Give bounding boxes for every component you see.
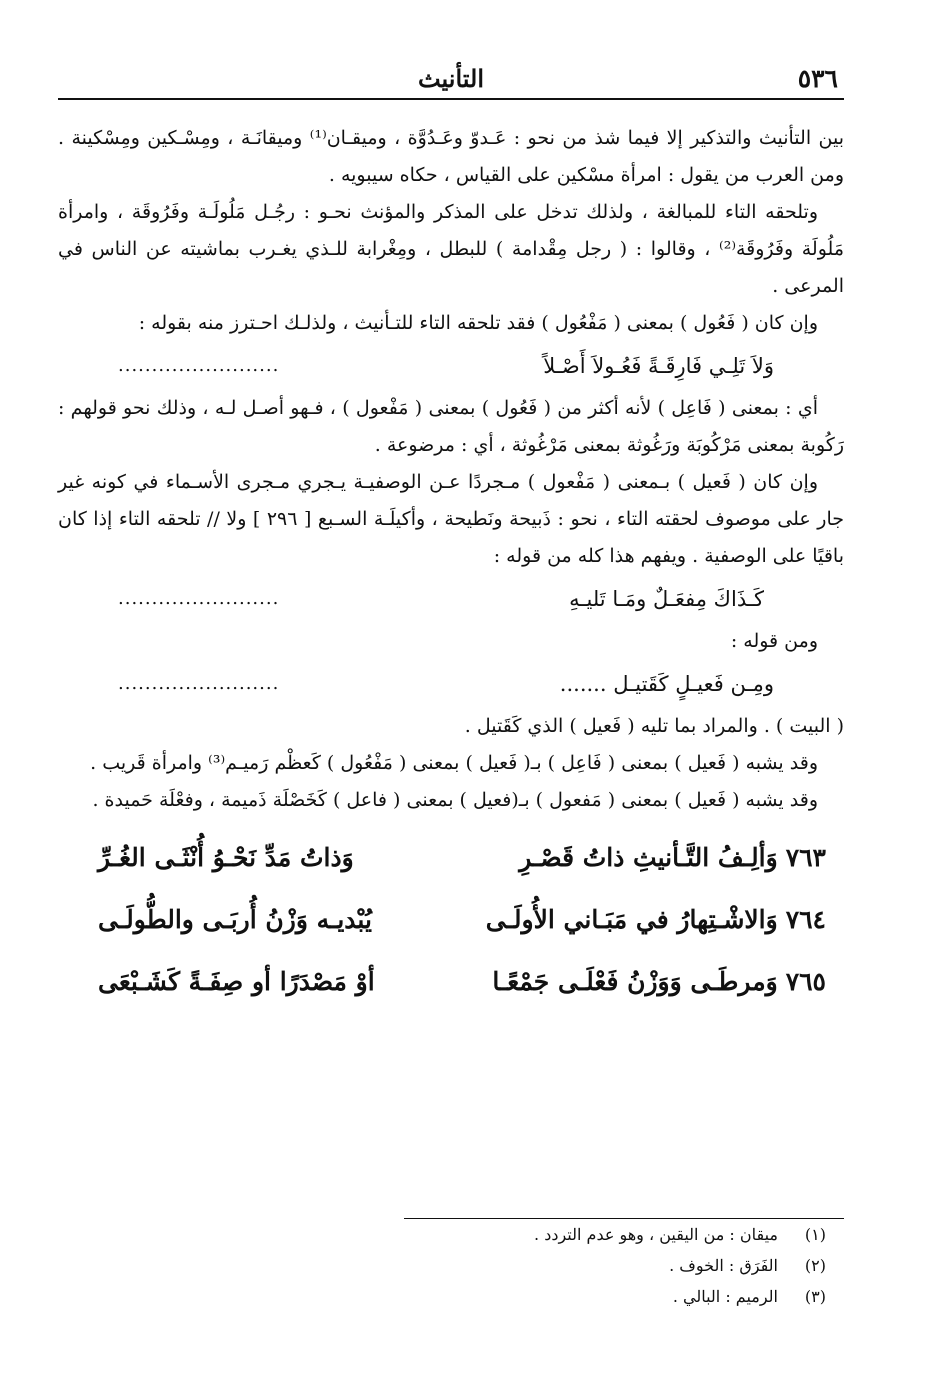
verse-quote-2 bbox=[58, 575, 844, 623]
footnote-text: ميقان : من اليقين ، وهو عدم التردد . bbox=[534, 1225, 778, 1244]
footnote-text: الفَرَق : الخوف . bbox=[669, 1256, 778, 1275]
poem-first-hemistich bbox=[492, 951, 826, 1013]
paragraph-3: وإن كان ( فَعُول ) بمعنى ( مَفْعُول ) فقد تلحقه التاء للتـأنيث ، ولذلـك احـترز منه بقوله : bbox=[138, 312, 818, 334]
footnote-1 bbox=[58, 1219, 844, 1250]
poem-row-763 bbox=[58, 827, 844, 889]
paragraph-8: وقد يشبه ( فَعيل ) بمعنى ( فَاعِل ) بـ( فَعيل ) بمعنى ( مَفْعُول ) كَعظْم رَميـم⁽³⁾ وامرأة قَريب . bbox=[90, 752, 818, 774]
page-header bbox=[58, 58, 844, 100]
hemistich-text: وَألِـفُ التَّـأنيثِ ذاتُ قَصْـرِ bbox=[519, 843, 778, 872]
hemistich-text: وَالاشْـتِهارُ في مَبَـاني الأُولَـى bbox=[485, 905, 778, 934]
main-text bbox=[58, 120, 844, 1013]
verse-quote-1-text: وَلاَ تَلِـي فَارِقَـةً فَعُـولاَ أَصْـلاً bbox=[543, 354, 774, 378]
paragraph-1: بين التأنيث والتذكير إلا فيما شذ من نحو : عَـدوّ وعَـدُوَّة ، وميقـان⁽¹⁾ وميقانَـة ، ومِسْـكين ومِسْكينة . ومن العرب من يقول : امرأة مسْكين على القياس ، حكاه سيبويه . bbox=[58, 127, 844, 186]
verse-quote-2-dots: ........................ bbox=[118, 588, 280, 609]
page bbox=[58, 58, 844, 1348]
verse-quote-1-dots: ........................ bbox=[118, 355, 280, 376]
verse-quote-3-dots: ........................ bbox=[118, 673, 280, 694]
paragraph-9: وقد يشبه ( فَعيل ) بمعنى ( مَفعول ) بـ(فعيل ) بمعنى ( فاعل ) كَخَصْلَة ذَميمة ، وفعْلَة حَميدة . bbox=[92, 789, 818, 811]
paragraph-7: ( البيت ) . والمراد بما تليه ( فَعيل ) الذي كَقَتيل . bbox=[464, 715, 844, 737]
paragraph-5: وإن كان ( فَعيل ) بـمعنى ( مَفْعول ) مـجردًا عـن الوصفيـة يـجري مـجرى الأسـماء في كونه غير جار على موصوف لحقته التاء ، نحو : ذَبيحة ونَطيحة ، وأكيلَـة السـبع [ ٢٩٦ ] ولا // تلحقه التاء إذا كان باقيًا على الوصفية . ويفهم هذا كله من قوله : bbox=[58, 471, 844, 567]
verse-number: ٧٦٣ bbox=[785, 843, 826, 872]
footnote-number: (١) bbox=[804, 1225, 826, 1244]
footnote-3 bbox=[58, 1281, 844, 1312]
verse-quote-3-text: ومِـن فَعيـلٍ كَقَتيـل ....... bbox=[559, 672, 774, 696]
verse-quote-2-text: كَـذَاكَ مِفعَـلٌ ومَـا تَليـهِ bbox=[569, 587, 764, 611]
footnote-text: الرميم : البالي . bbox=[672, 1287, 778, 1306]
verse-number: ٧٦٤ bbox=[785, 905, 826, 934]
poem-row-765 bbox=[58, 951, 844, 1013]
verse-quote-3 bbox=[58, 660, 844, 708]
poem-second-hemistich: وَذاتُ مَدِّ نَحْـوُ أُنْثَـى الغُـرِّ bbox=[98, 843, 354, 872]
hemistich-text: وَمرطَـى وَوَزْنُ فَعْلَـى جَمْعًـا bbox=[492, 967, 778, 996]
chapter-title: التأنيث bbox=[417, 64, 485, 93]
poem-second-hemistich: أوْ مَصْدَرًا أو صِفَـةً كَشَـبْعَى bbox=[98, 967, 375, 996]
verse-number: ٧٦٥ bbox=[785, 967, 826, 996]
poem-first-hemistich bbox=[486, 889, 826, 951]
footnote-number: (٢) bbox=[804, 1256, 826, 1275]
paragraph-2: وتلحقه التاء للمبالغة ، ولذلك تدخل على المذكر والمؤنث نحـو : رجُـل مَلُولَـة وفَرُوقَة ، وامرأة مَلُولَة وفَرُوقَة⁽²⁾ ، وقالوا : ( رجل مِقْدامة ) للبطل ، ومِغْرابة للـذي يغـرب بماشيته عن الناس في المرعى . bbox=[58, 201, 845, 297]
page-number: ٥٣٦ bbox=[797, 64, 838, 93]
poem-second-hemistich: يُبْديـه وَزْنُ أُربَـى والطُّولَـى bbox=[98, 905, 372, 934]
paragraph-6: ومن قوله : bbox=[730, 630, 818, 652]
poem-first-hemistich bbox=[519, 827, 826, 889]
footnote-number: (٣) bbox=[804, 1287, 826, 1306]
footnote-2 bbox=[58, 1250, 844, 1281]
footnotes bbox=[58, 1218, 844, 1312]
verse-quote-1 bbox=[58, 342, 844, 390]
alfiyya-verses bbox=[58, 827, 844, 1013]
poem-row-764 bbox=[58, 889, 844, 951]
paragraph-4: أي : بمعنى ( فَاعِل ) لأنه أكثر من ( فَعُول ) بمعنى ( مَفْعول ) ، فـهو أصـل لـه ، وذلك نحو قولهم : رَكُوبة بمعنى مَرْكُوبَة ورَغُوثة بمعنى مَرْغُوثة ، أي : مرضوعة . bbox=[58, 397, 844, 456]
